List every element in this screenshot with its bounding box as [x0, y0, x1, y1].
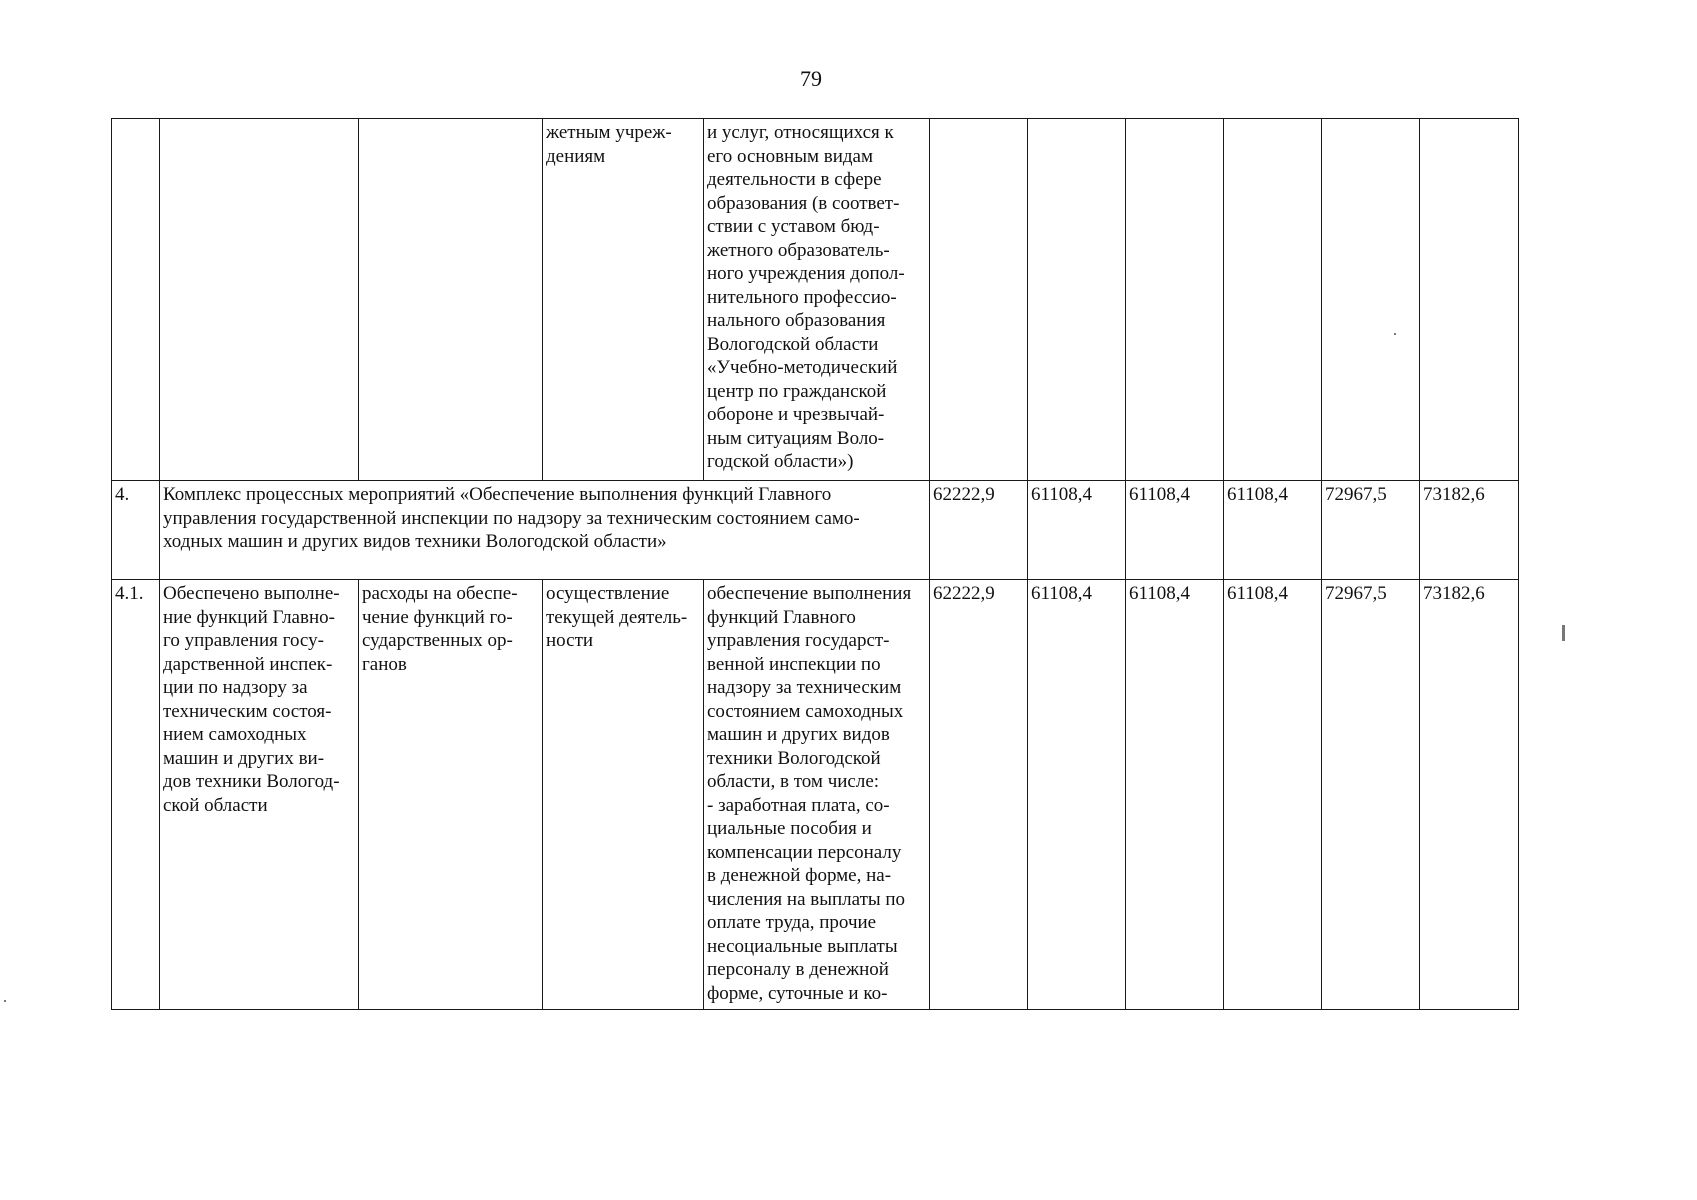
cell-expense-type: расходы на обеспе- чение функций го- сударственных ор- ганов — [359, 580, 543, 1010]
cell-value: 73182,6 — [1420, 481, 1519, 580]
scan-speck — [4, 1000, 6, 1002]
cell-activity: жетным учреж- дениям — [543, 119, 704, 481]
cell-value: 72967,5 — [1322, 481, 1420, 580]
table-row-4-1 — [112, 580, 1519, 1010]
cell-activity: осуществление текущей деятель- ности — [543, 580, 704, 1010]
cell-value: 61108,4 — [1126, 580, 1224, 1010]
cell-value: 61108,4 — [1028, 580, 1126, 1010]
table-row-continued — [112, 119, 1519, 481]
cell-value: 61108,4 — [1028, 481, 1126, 580]
cell-value — [1126, 119, 1224, 481]
cell-number: 4.1. — [112, 580, 160, 1010]
cell-value — [1028, 119, 1126, 481]
cell-description: и услуг, относящихся к его основным видам деятельности в сфере образования (в соответ- ствии с уставом бюд- жетного образователь- ного учреждения допол- нительного профессио- нального образования Вологодской области «Учебно-методический центр по гражданской обороне и чрезвычай- ным ситуациям Воло- годской области») — [704, 119, 930, 481]
cell-number: 4. — [112, 481, 160, 580]
cell-complex-title: Комплекс процессных мероприятий «Обеспечение выполнения функций Главного управления государственной инспекции по надзору за техническим состоянием само- ходных машин и других видов техники Вологодской области» — [160, 481, 930, 580]
table-row-4 — [112, 481, 1519, 580]
cell-expense-type — [359, 119, 543, 481]
cell-description: обеспечение выполнения функций Главного управления государст- венной инспекции по надзору за техническим состоянием самоходных машин и других видов техники Вологодской области, в том числе: - заработная плата, со- циальные пособия и компенсации персоналу в денежной форме, на- числения на выплаты по оплате труда, прочие несоциальные выплаты персоналу в денежной форме, суточные и ко- — [704, 580, 930, 1010]
cell-number — [112, 119, 160, 481]
cell-value — [930, 119, 1028, 481]
cell-value: 61108,4 — [1126, 481, 1224, 580]
cell-value: 73182,6 — [1420, 580, 1519, 1010]
cell-value — [1420, 119, 1519, 481]
scan-speck — [1394, 333, 1396, 335]
cell-value: 72967,5 — [1322, 580, 1420, 1010]
cell-value — [1224, 119, 1322, 481]
cell-value: 62222,9 — [930, 580, 1028, 1010]
cell-value: 62222,9 — [930, 481, 1028, 580]
cell-value: 61108,4 — [1224, 481, 1322, 580]
cell-result — [160, 119, 359, 481]
cell-value: 61108,4 — [1224, 580, 1322, 1010]
page-number: 79 — [800, 66, 822, 91]
scan-speck — [1562, 625, 1565, 641]
cell-result: Обеспечено выполне- ние функций Главно- го управления госу- дарственной инспек- ции по надзору за техническим состоя- нием самоходных машин и других ви- дов техники Вологод- ской области — [160, 580, 359, 1010]
budget-table — [111, 118, 1519, 1010]
cell-value — [1322, 119, 1420, 481]
